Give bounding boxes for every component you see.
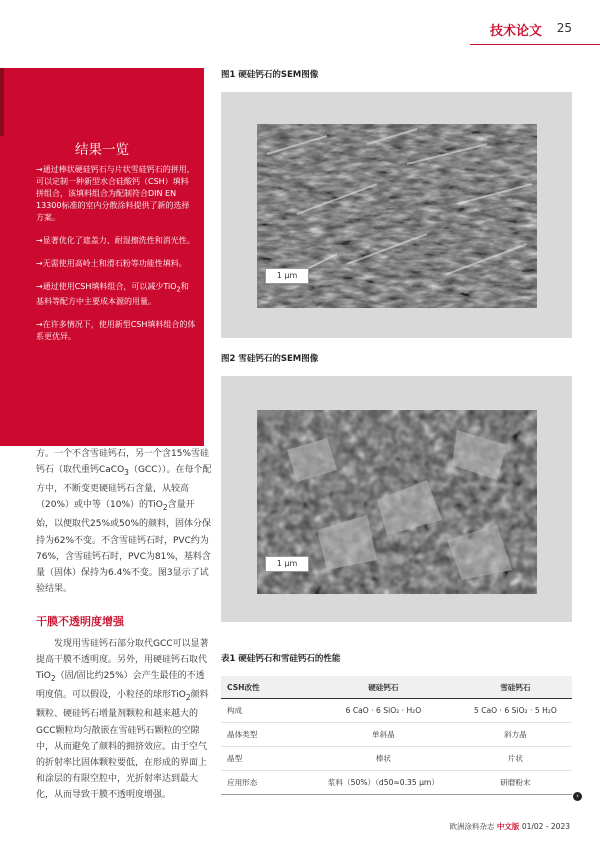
summary-item: →通过使用CSH填料组合，可以减少TiO$_2$和基料等配方中主要成本源的用量。 bbox=[36, 282, 189, 306]
summary-list bbox=[36, 164, 196, 354]
summary-item: →无需使用高岭土和滑石粉等功能性填料。 bbox=[36, 259, 187, 268]
body-paragraph: 方。一个不含雪硅钙石，另一个含15%雪硅钙石（取代重钙CaCO$_3$（GCC））。在每个配方中，不断变更硬硅钙石含量，从较高（20%）或中等（10%）的TiO$_2$含量开始，以便取代25%或50%的颜料，固体分保持为62%不变。不含雪硅钙石时，PVC约为76%，含雪硅钙石时，PVC为81%，基料含量（固体）保持为6.4%不变。图3显示了试验结果。 bbox=[36, 449, 212, 595]
table-header: 硬硅钙石 bbox=[308, 676, 459, 699]
footer bbox=[450, 821, 570, 832]
table-row bbox=[221, 699, 572, 723]
summary-item: →在许多情况下，使用新型CSH填料组合的体系更优异。 bbox=[36, 319, 196, 341]
summary-item: →通过棒状硬硅钙石与片状雪硅钙石的拼用，可以定制一种新型水合硅酸钙（CSH）填料拼组合，该填料组合为配制符合DIN EN 13300标准的室内分散涂料提供了新的选择方案。 bbox=[36, 165, 195, 222]
table-row bbox=[221, 747, 572, 771]
arrow-icon: → bbox=[36, 282, 43, 291]
table-header: CSH改性 bbox=[221, 676, 308, 699]
table-caption: 表1 硬硅钙石和雪硅钙石的性能 bbox=[221, 654, 341, 664]
arrow-icon: → bbox=[36, 165, 43, 174]
body-paragraph: 发现用雪硅钙石部分取代GCC可以显著提高干膜不透明度。另外，用硬硅钙石取代TiO$_2$（固/固比约25%）会产生最佳的不透明度值。可以假设，小粒径的球形TiO$_2$颜料颗粒、硬硅钙石增量剂颗粒和越来越大的GCC颗粒均匀散嵌在雪硅钙石颗粒的空隙中，从而避免了颜料的拥挤效应。由于空气的折射率比固体颗粒要低，在形成的界面上和涂层的有限空腔中，光折射率达到最大化，从而导致干膜不透明度增强。 bbox=[36, 639, 209, 801]
scale-bar: 1 μm bbox=[265, 556, 309, 572]
figure-2-caption: 图2 雪硅钙石的SEM图像 bbox=[221, 354, 319, 364]
next-page-arrow-icon[interactable]: › bbox=[573, 792, 582, 801]
table-cell: 棒状 bbox=[308, 747, 459, 771]
table-header-row bbox=[221, 676, 572, 699]
summary-title: 结果一览 bbox=[75, 142, 129, 158]
table-header: 雪硅钙石 bbox=[459, 676, 572, 699]
table-row bbox=[221, 771, 572, 795]
section-heading: 干膜不透明度增强 bbox=[36, 615, 124, 628]
summary-item: →显著优化了遮盖力、耐湿擦洗性和消光性。 bbox=[36, 236, 195, 245]
table-cell: 6 CaO · 6 SiO₂ · H₂O bbox=[308, 699, 459, 723]
figure-1-frame bbox=[221, 92, 572, 338]
figure-2-frame bbox=[221, 376, 572, 622]
table-cell: 5 CaO · 6 SiO₂ · 5 H₂O bbox=[459, 699, 572, 723]
sem-image-tobermorite bbox=[257, 410, 537, 594]
table-row bbox=[221, 723, 572, 747]
section-title: 技术论文 bbox=[489, 24, 542, 39]
table-cell: 浆料（50%）（d50≈0.35 μm） bbox=[308, 771, 459, 795]
header-divider bbox=[470, 44, 600, 45]
arrow-icon: → bbox=[36, 259, 43, 268]
table-cell: 构成 bbox=[221, 699, 308, 723]
summary-box-tab bbox=[0, 68, 4, 136]
scale-bar: 1 μm bbox=[265, 268, 309, 284]
table-cell: 斜方晶 bbox=[459, 723, 572, 747]
edition-label: 中文版 bbox=[496, 822, 520, 831]
table-cell: 晶体类型 bbox=[221, 723, 308, 747]
table-cell: 研磨粉末 bbox=[459, 771, 572, 795]
arrow-icon: → bbox=[36, 236, 43, 245]
page-number: 25 bbox=[556, 21, 572, 35]
table-cell: 单斜晶 bbox=[308, 723, 459, 747]
figure-1-caption: 图1 硬硅钙石的SEM图像 bbox=[221, 70, 319, 80]
table-cell: 晶型 bbox=[221, 747, 308, 771]
issue-label: 01/02 - 2023 bbox=[521, 822, 570, 831]
sem-image-xonotlite bbox=[257, 124, 537, 308]
table-cell: 片状 bbox=[459, 747, 572, 771]
table-cell: 应用形态 bbox=[221, 771, 308, 795]
arrow-icon: → bbox=[36, 319, 43, 329]
magazine-name: 欧洲涂料杂志 bbox=[449, 822, 495, 831]
properties-table bbox=[221, 676, 572, 795]
